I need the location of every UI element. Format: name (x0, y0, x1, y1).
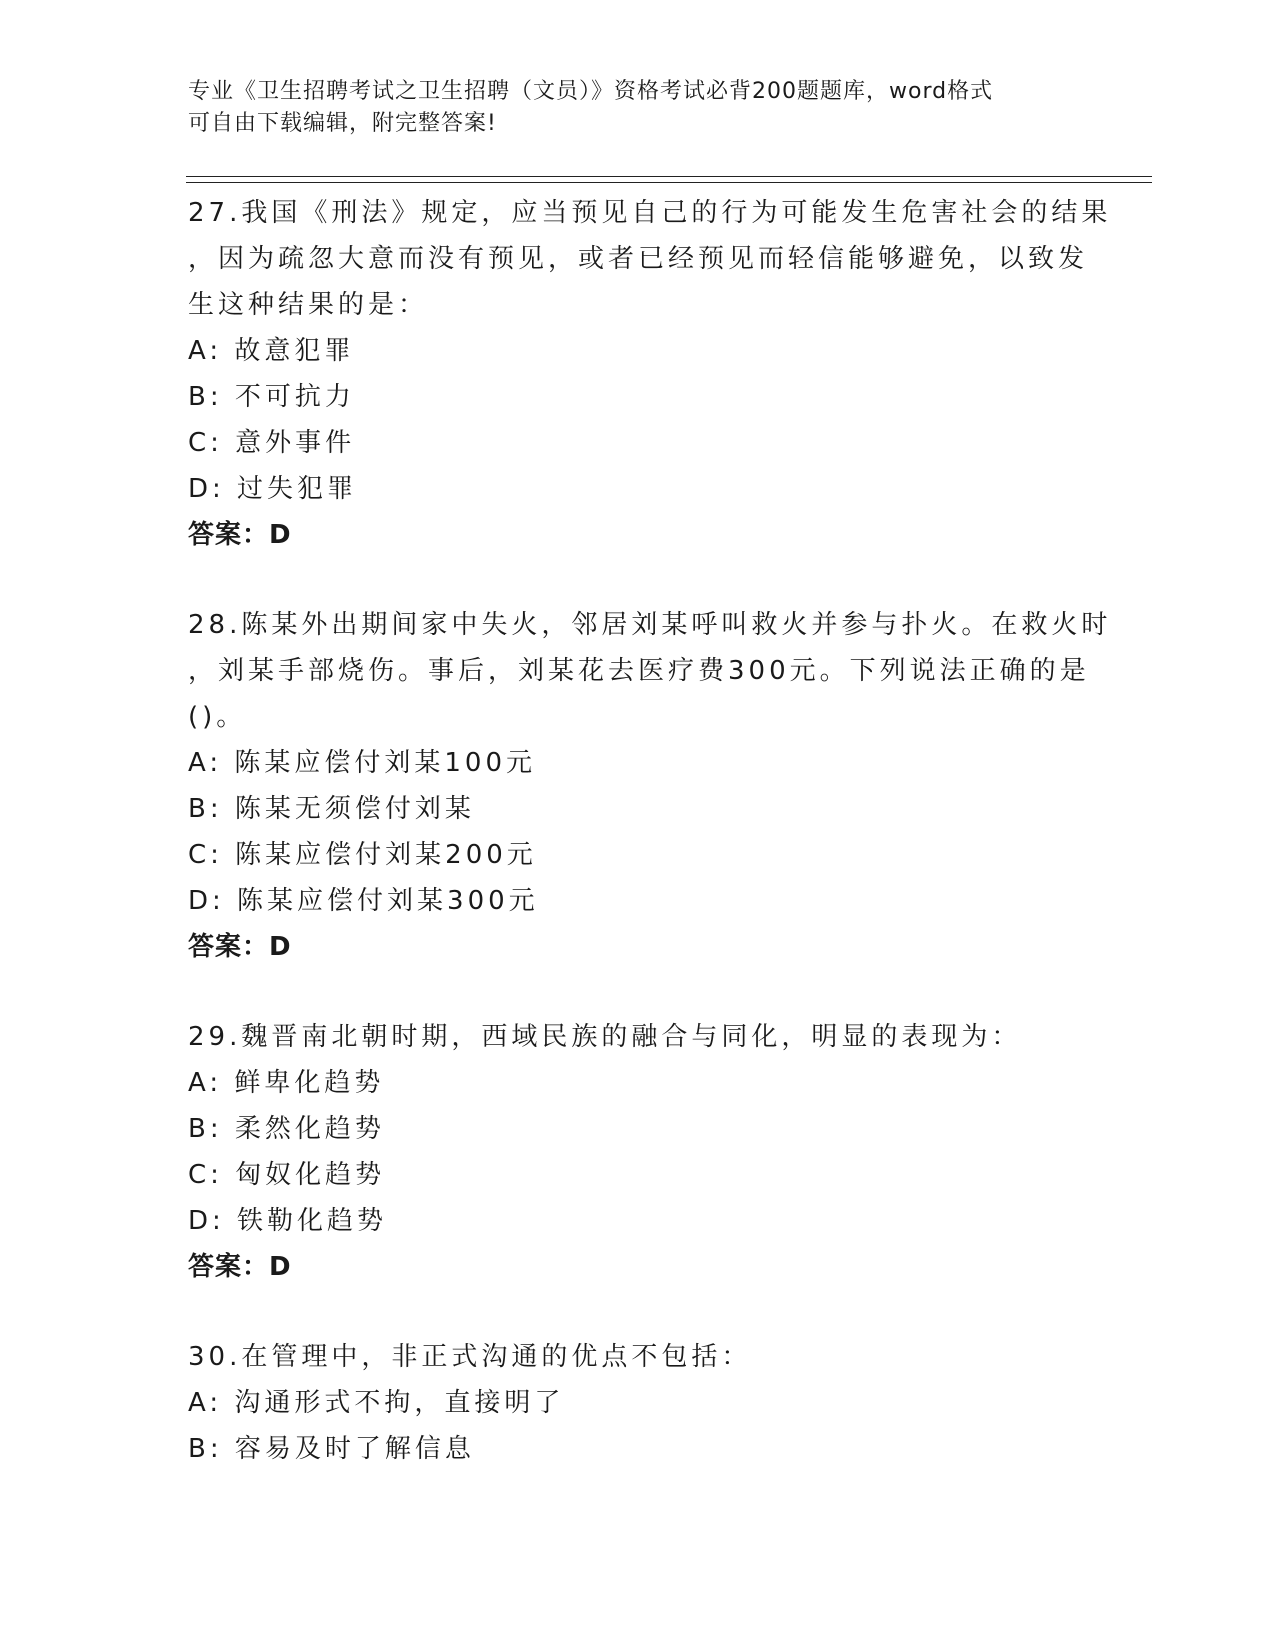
option-a: A: 陈某应偿付刘某100元 (188, 748, 536, 778)
option-a: A: 故意犯罪 (188, 336, 355, 366)
option-d: D: 陈某应偿付刘某300元 (188, 886, 539, 916)
header-line-2: 可自由下载编辑，附完整答案! (188, 111, 497, 136)
question-30 (188, 1334, 1088, 1472)
question-text-line: 28.陈某外出期间家中失火，邻居刘某呼叫救火并参与扑火。在救火时 (188, 610, 1112, 640)
option-a: A: 沟通形式不拘，直接明了 (188, 1388, 565, 1418)
question-text-line: ，刘某手部烧伤。事后，刘某花去医疗费300元。下列说法正确的是 (188, 656, 1090, 686)
answer-label: 答案：D (188, 520, 292, 550)
option-c: C: 陈某应偿付刘某200元 (188, 840, 537, 870)
option-c: C: 匈奴化趋势 (188, 1160, 386, 1190)
question-28 (188, 602, 1112, 970)
option-c: C: 意外事件 (188, 428, 356, 458)
option-b: B: 不可抗力 (188, 382, 355, 412)
question-list (188, 190, 1112, 1472)
header-line-1: 专业《卫生招聘考试之卫生招聘（文员）》资格考试必背200题题库，word格式 (188, 79, 994, 104)
question-text-line: ()。 (188, 702, 247, 732)
option-d: D: 过失犯罪 (188, 474, 358, 504)
document-header (188, 76, 1088, 140)
answer-label: 答案：D (188, 932, 292, 962)
option-b: B: 陈某无须偿付刘某 (188, 794, 475, 824)
option-a: A: 鲜卑化趋势 (188, 1068, 385, 1098)
question-29 (188, 1014, 1088, 1290)
header-divider-bottom (186, 182, 1152, 183)
question-text-line: 29.魏晋南北朝时期，西域民族的融合与同化，明显的表现为： (188, 1022, 1022, 1052)
header-divider-top (186, 176, 1152, 177)
option-b: B: 柔然化趋势 (188, 1114, 385, 1144)
question-text-line: 27.我国《刑法》规定，应当预见自己的行为可能发生危害社会的结果 (188, 198, 1112, 228)
question-27 (188, 190, 1112, 558)
question-text-line: 生这种结果的是： (188, 290, 429, 320)
answer-label: 答案：D (188, 1252, 292, 1282)
question-text-line: 30.在管理中，非正式沟通的优点不包括： (188, 1342, 752, 1372)
option-b: B: 容易及时了解信息 (188, 1434, 475, 1464)
question-text-line: ，因为疏忽大意而没有预见，或者已经预见而轻信能够避免，以致发 (188, 244, 1089, 274)
option-d: D: 铁勒化趋势 (188, 1206, 388, 1236)
